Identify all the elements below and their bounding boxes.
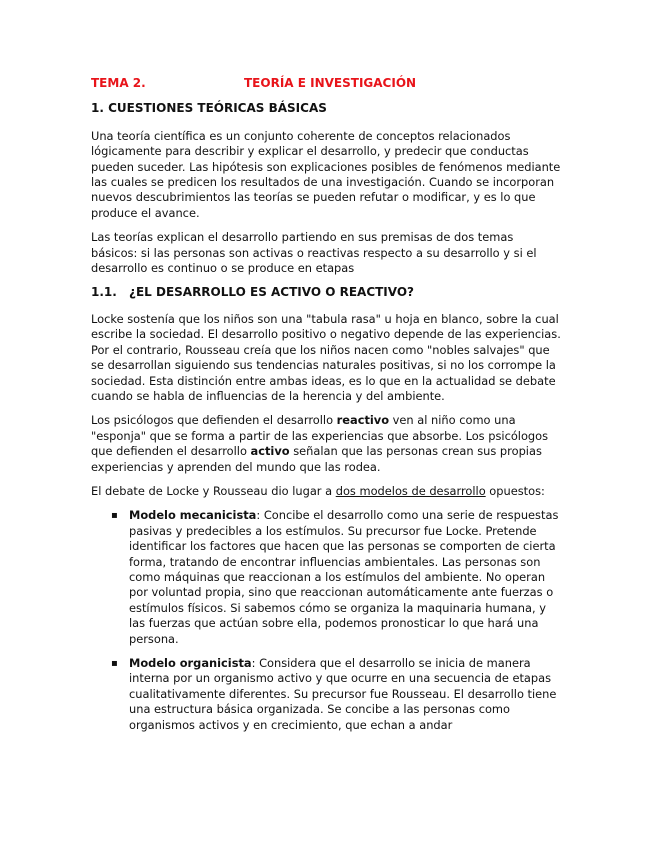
document-title	[91, 76, 563, 91]
text-run: señalan que las personas crean sus propias experiencias y aprenden del mundo que las rodea.	[91, 444, 542, 474]
underlined-text: dos modelos de desarrollo	[335, 483, 486, 498]
paragraph: Locke sostenía que los niños son una "tabula rasa" u hoja en blanco, sobre la cual escribe la sociedad. El desarrollo positivo o negativo depende de las experiencias. Por el contrario, Rousseau creía que los niños nacen como "nobles salvajes" que se desarrollan siguiendo sus tendencias naturales positivas, si no los corrompe la sociedad. Esta distinción entre ambas ideas, es lo que en la actualidad se debate cuando se habla de influencias de la herencia y del ambiente.	[91, 311, 561, 403]
bold-term: activo	[250, 444, 290, 459]
subsection-number: 1.1.	[91, 285, 117, 300]
subsection-heading	[91, 285, 563, 300]
item-text: : Considera que el desarrollo se inicia de manera interna por un organismo activo y que ocurre en una secuencia de etapas cualitativamente diferentes. Su precursor fue Rousseau. El desarrollo tiene una estructura básica organizada. Se concibe a las personas como organismos activos y en crecimiento, que echan a andar	[129, 656, 557, 732]
bullet-icon: ▪	[111, 510, 118, 522]
item-term: Modelo mecanicista	[129, 508, 257, 523]
paragraph: Las teorías explican el desarrollo partiendo en sus premisas de dos temas básicos: si las personas son activas o reactivas respecto a su desarrollo y si el desarrollo es continuo o se produce en etapas	[91, 230, 537, 276]
model-list	[91, 508, 563, 733]
paragraph: Una teoría científica es un conjunto coherente de conceptos relacionados lógicamente para describir y explicar el desarrollo, y predecir que conductas pueden suceder. Las hipótesis son explicaciones posibles de fenómenos mediante las cuales se predicen los resultados de una investigación. Cuando se incorporan nuevos descubrimientos las teorías se pueden refutar o modificar, y es lo que produce el avance.	[91, 128, 561, 220]
list-item	[111, 656, 563, 733]
text-run: El debate de Locke y Rousseau dio lugar a	[91, 483, 336, 498]
tema-title: TEORÍA E INVESTIGACIÓN	[244, 76, 417, 90]
item-term: Modelo organicista	[129, 656, 252, 670]
paragraph	[91, 413, 563, 475]
text-run: opuestos:	[485, 483, 545, 498]
section-heading: 1. CUESTIONES TEÓRICAS BÁSICAS	[91, 101, 327, 116]
bullet-icon: ▪	[111, 658, 118, 669]
item-text: : Concibe el desarrollo como una serie de respuestas pasivas y predecibles a los estímulos. Su precursor fue Locke. Pretende identificar los factores que hacen que las personas se comporten de cierta forma, tratando de encontrar influencias ambientales. Las personas son como máquinas que reaccionan a los estímulos del ambiente. No operan por voluntad propia, sino que reaccionan automáticamente ante fuerzas o estímulos físicos. Si sabemos cómo se organiza la maquinaria humana, y las fuerzas que actúan sobre ella, podemos pronosticar lo que hará una persona.	[129, 508, 559, 646]
list-item	[111, 508, 563, 647]
text-run: ven al niño como una "esponja" que se forma a partir de las experiencias que absorbe. Los psicólogos que defienden el desarrollo	[91, 413, 549, 459]
tema-label: TEMA 2.	[91, 76, 146, 90]
bold-term: reactivo	[336, 413, 390, 428]
paragraph	[91, 484, 563, 499]
text-run: Los psicólogos que defienden el desarrollo	[91, 413, 337, 428]
subsection-title: ¿EL DESARROLLO ES ACTIVO O REACTIVO?	[129, 285, 415, 300]
